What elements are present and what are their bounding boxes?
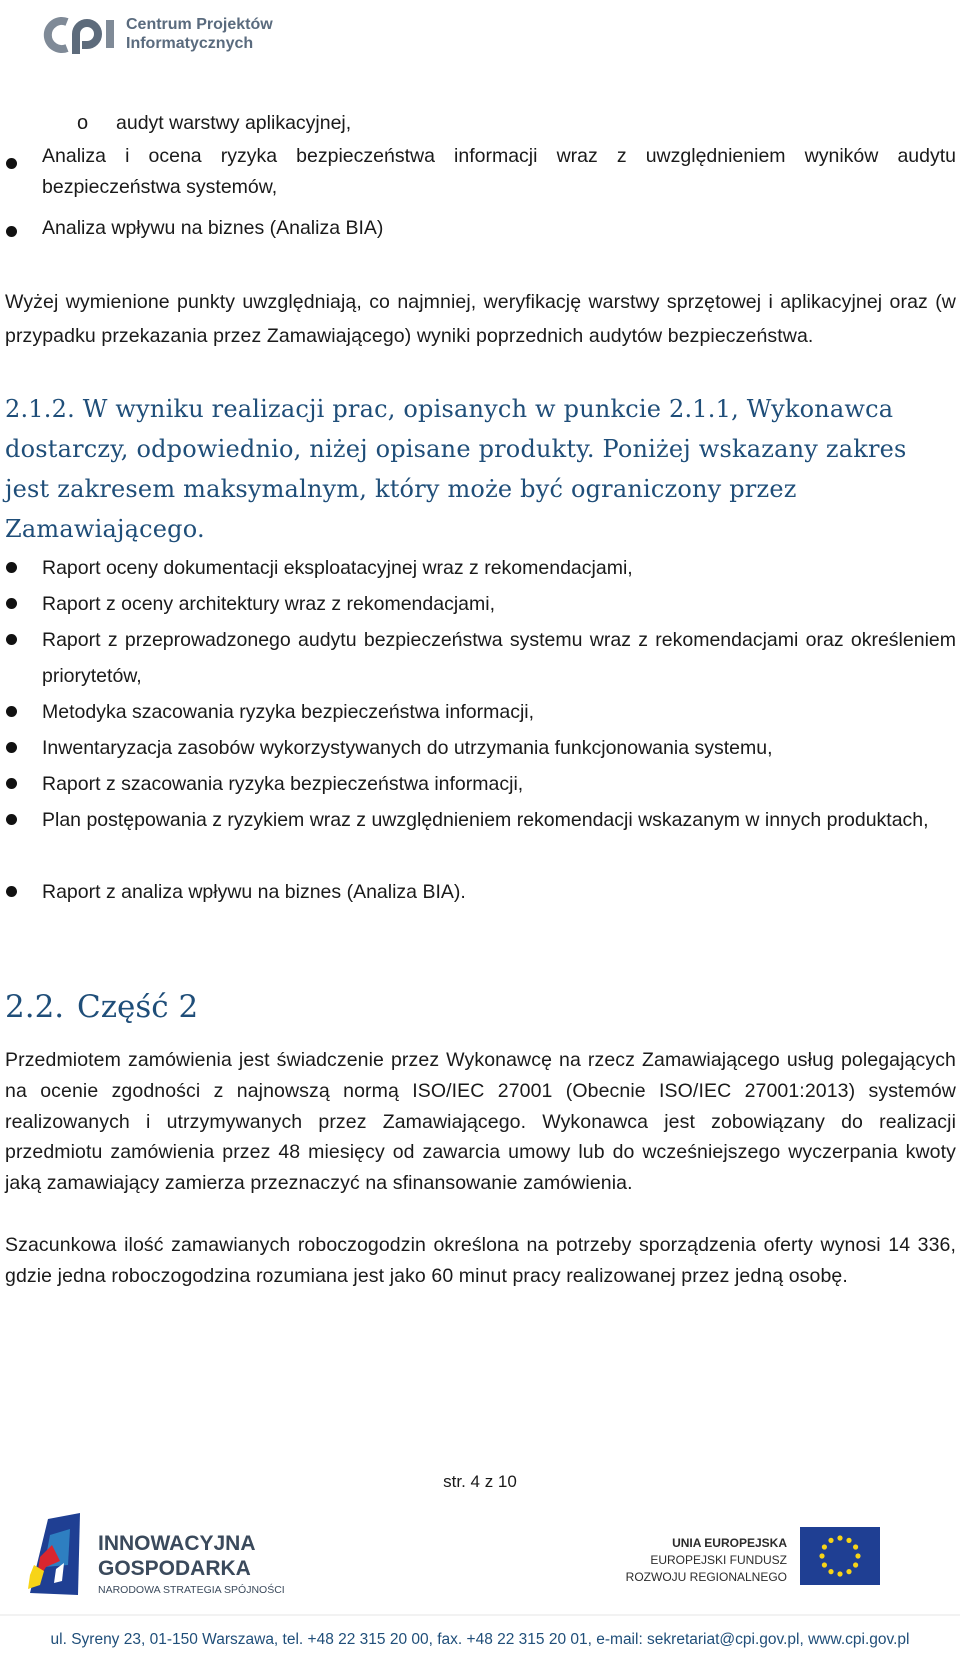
sub-list-item: audyt warstwy aplikacyjnej,: [116, 112, 352, 134]
bullet-icon: [6, 742, 17, 753]
paragraph: Wyżej wymienione punkty uwzględniają, co najmniej, weryfikację warstwy sprzętowej i aplikacyjnej oraz (w przypadku przekazania przez Zamawiającego) wyniki poprzednich audytów bezpieczeństwa.: [5, 291, 956, 347]
bullet-icon: [6, 706, 17, 717]
list-item: Raport z szacowania ryzyka bezpieczeństwa informacji,: [42, 773, 524, 795]
list-item: Raport z analiza wpływu na biznes (Analiza BIA).: [42, 881, 466, 903]
bullet-icon: [6, 226, 17, 237]
footer-logos: [0, 1505, 960, 1625]
list-item: Plan postępowania z ryzykiem wraz z uwzględnieniem rekomendacji wskazanym w innych produktach,: [42, 809, 929, 831]
list-item: Raport z oceny architektury wraz z rekomendacjami,: [42, 593, 496, 615]
bullet-icon: [6, 886, 17, 897]
page-number: str. 4 z 10: [443, 1472, 517, 1491]
paragraph: Szacunkowa ilość zamawianych roboczogodzin określona na potrzeby sporządzenia oferty wynosi 14 336, gdzie jedna roboczogodzina rozumiana jest jako 60 minut pracy realizowanej przez jedną osobę.: [5, 1234, 956, 1287]
section-title: Część 2: [77, 989, 199, 1025]
list-item: Inwentaryzacja zasobów wykorzystywanych do utrzymania funkcjonowania systemu,: [42, 737, 773, 759]
paragraph: Przedmiotem zamówienia jest świadczenie przez Wykonawcę na rzecz Zamawiającego usług polegających na ocenie zgodności z najnowszą normą ISO/IEC 27001 (Obecnie ISO/IEC 27001:2013) systemów realizowanych i utrzymywanych przez Zamawiającego. Wykonawca jest zobowiązany do realizacji przedmiotu zamówienia przez 48 miesięcy od zawarcia umowy lub do wcześniejszego wyczerpania kwoty jaką zamawiający zamierza przeznaczyć na sfinansowanie zamówienia.: [5, 1049, 956, 1195]
bullet-icon: [6, 158, 17, 169]
bullet-icon: [6, 598, 17, 609]
eu-line2: EUROPEJSKI FUNDUSZ: [650, 1553, 787, 1567]
sub-list-marker: o: [77, 112, 89, 134]
bullet-icon: [6, 562, 17, 573]
eu-line1: UNIA EUROPEJSKA: [672, 1536, 787, 1550]
ig-line1: INNOWACYJNA: [98, 1532, 256, 1555]
cpi-logo: [40, 10, 310, 58]
bullet-icon: [6, 634, 17, 645]
list-item: Analiza wpływu na biznes (Analiza BIA): [42, 217, 384, 239]
bullet-icon: [6, 778, 17, 789]
subsection-heading: 2.1.2. W wyniku realizacji prac, opisanych w punkcie 2.1.1, Wykonawca dostarczy, odpowiednio, niżej opisane produkty. Poniżej wskazany zakres jest zakresem maksymalnym, który może być ograniczony przez Zamawiającego.: [5, 395, 907, 543]
footer-address: ul. Syreny 23, 01-150 Warszawa, tel. +48 22 315 20 00, fax. +48 22 315 20 01, e-mail: sekretariat@cpi.gov.pl, www.cpi.gov.pl: [0, 1626, 960, 1653]
bullet-icon: [6, 814, 17, 825]
logo-line1: Centrum Projektów: [126, 16, 273, 33]
list-item: Metodyka szacowania ryzyka bezpieczeństwa informacji,: [42, 701, 535, 723]
ig-line3: NARODOWA STRATEGIA SPÓJNOŚCI: [98, 1584, 285, 1596]
eu-line3: ROZWOJU REGIONALNEGO: [625, 1570, 787, 1584]
list-item: Raport z przeprowadzonego audytu bezpieczeństwa systemu wraz z rekomendacjami oraz określeniem priorytetów,: [42, 629, 956, 687]
cpi-logo-mark: [48, 20, 114, 54]
section-number: 2.2.: [5, 989, 65, 1025]
list-item: Raport oceny dokumentacji eksploatacyjnej wraz z rekomendacjami,: [42, 557, 633, 579]
list-item: Analiza i ocena ryzyka bezpieczeństwa informacji wraz z uwzględnieniem wyników audytu bezpieczeństwa systemów,: [42, 145, 956, 198]
innowacyjna-gospodarka-logo: [28, 1513, 285, 1596]
logo-line2: Informatycznych: [126, 35, 254, 52]
ig-line2: GOSPODARKA: [98, 1557, 251, 1580]
section-heading: [5, 987, 198, 1027]
eu-logo: [626, 1527, 880, 1585]
